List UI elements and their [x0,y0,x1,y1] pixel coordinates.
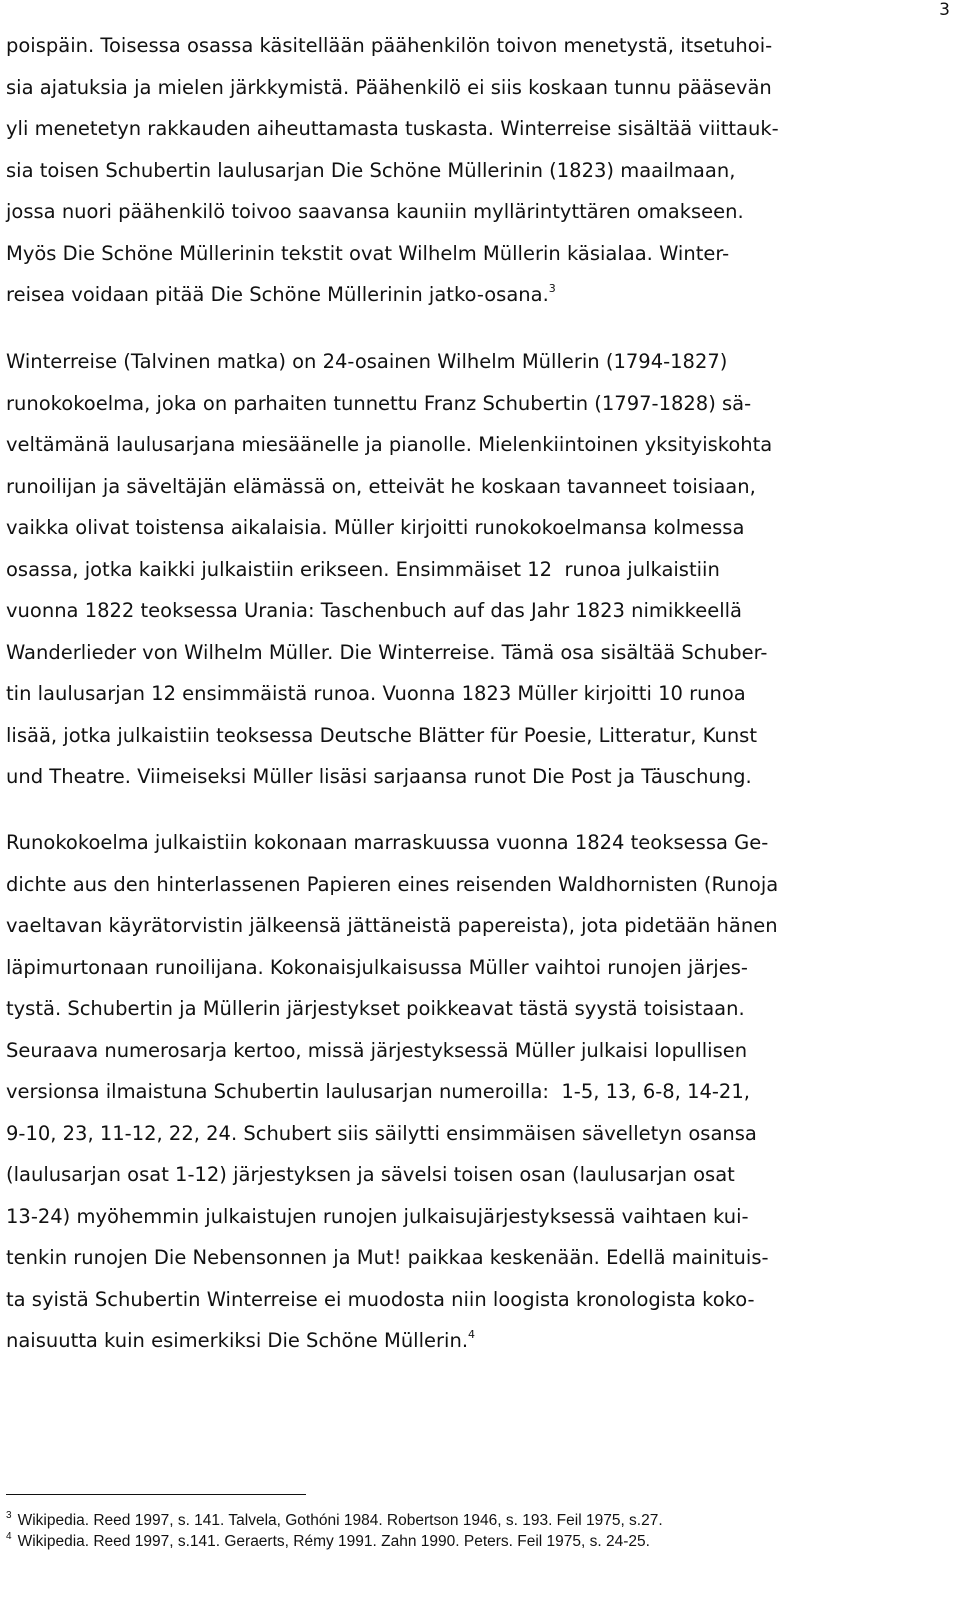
footnote [6,1510,663,1531]
text-line: veltämänä laulusarjana miesäänelle ja pianolle. Mielenkiintoinen yksityiskohta [6,433,773,456]
text-line: und Theatre. Viimeiseksi Müller lisäsi sarjaansa runot Die Post ja Täuschung. [6,765,752,788]
text-line: sia toisen Schubertin laulusarjan Die Schöne Müllerinin (1823) maailmaan, [6,158,736,182]
footnote-mark: 3 [6,1510,12,1521]
footnote-text: Wikipedia. Reed 1997, s. 141. Talvela, Gothóni 1984. Robertson 1946, s. 193. Feil 1975, s.27. [17,1512,663,1529]
text-line: läpimurtonaan runoilijana. Kokonaisjulkaisussa Müller vaihtoi runojen järjes- [6,955,748,979]
text-line: tin laulusarjan 12 ensimmäistä runoa. Vuonna 1823 Müller kirjoitti 10 runoa [6,682,746,705]
text-line: reisea voidaan pitää Die Schöne Müllerinin jatko-osana. [6,283,549,306]
text-line: 9-10, 23, 11-12, 22, 24. Schubert siis säilytti ensimmäisen sävelletyn osansa [6,1121,757,1145]
text-line: jossa nuori päähenkilö toivoo saavansa kauniin myllärintyttären omakseen. [6,200,744,223]
text-line: runokokoelma, joka on parhaiten tunnettu Franz Schubertin (1797-1828) sä- [6,391,752,415]
footnotes [6,1510,663,1552]
text-line-with-footnote-ref [6,274,950,316]
text-line: ta syistä Schubertin Winterreise ei muodosta niin loogista kronologista koko- [6,1287,755,1311]
text-line: vaeltavan käyrätorvistin jälkeensä jättäneistä papereista), jota pidetään hänen [6,914,778,937]
text-line: runoilijan ja säveltäjän elämässä on, etteivät he koskaan tavanneet toisiaan, [6,474,756,498]
text-line: (laulusarjan osat 1-12) järjestyksen ja sävelsi toisen osan (laulusarjan osat [6,1163,735,1186]
text-line: naisuutta kuin esimerkiksi Die Schöne Müllerin. [6,1329,469,1352]
text-line: poispäin. Toisessa osassa käsitellään päähenkilön toivon menetystä, itsetuhoi- [6,34,773,57]
text-line: versionsa ilmaistuna Schubertin laulusarjan numeroilla: 1-5, 13, 6-8, 14-21, [6,1080,750,1103]
text-line: Wanderlieder von Wilhelm Müller. Die Winterreise. Tämä osa sisältää Schuber- [6,640,768,664]
footnote-divider [6,1494,306,1495]
footnote-text: Wikipedia. Reed 1997, s.141. Geraerts, Rémy 1991. Zahn 1990. Peters. Feil 1975, s. 24-25. [17,1533,650,1550]
footnote-reference: 3 [548,282,556,295]
text-line: tenkin runojen Die Nebensonnen ja Mut! paikkaa keskenään. Edellä mainituis- [6,1246,769,1269]
page-number: 3 [939,0,950,20]
text-line: Runokokoelma julkaistiin kokonaan marraskuussa vuonna 1824 teoksessa Ge- [6,831,769,854]
text-line: dichte aus den hinterlassenen Papieren eines reisenden Waldhornisten (Runoja [6,872,779,896]
text-line: osassa, jotka kaikki julkaistiin erikseen. Ensimmäiset 12 runoa julkaistiin [6,557,720,581]
text-line: Winterreise (Talvinen matka) on 24-osainen Wilhelm Müllerin (1794-1827) [6,350,728,373]
paragraph-3 [6,822,950,1362]
text-line: 13-24) myöhemmin julkaistujen runojen julkaisujärjestyksessä vaihtaen kui- [6,1204,749,1228]
footnote-reference: 4 [468,1328,476,1341]
text-line: tystä. Schubertin ja Müllerin järjestykset poikkeavat tästä syystä toisistaan. [6,997,745,1020]
text-line: vaikka olivat toistensa aikalaisia. Müller kirjoitti runokokoelmansa kolmessa [6,516,745,539]
paragraph-2 [6,341,950,798]
paragraph-1 [6,25,950,316]
footnote-mark: 4 [6,1531,12,1542]
text-line: vuonna 1822 teoksessa Urania: Taschenbuch auf das Jahr 1823 nimikkeellä [6,599,743,622]
footnote [6,1531,663,1552]
text-line: sia ajatuksia ja mielen järkkymistä. Päähenkilö ei siis koskaan tunnu pääsevän [6,75,772,99]
text-line: yli menetetyn rakkauden aiheuttamasta tuskasta. Winterreise sisältää viittauk- [6,117,779,140]
text-line: Seuraava numerosarja kertoo, missä järjestyksessä Müller julkaisi lopullisen [6,1038,748,1062]
text-line: Myös Die Schöne Müllerinin tekstit ovat Wilhelm Müllerin käsialaa. Winter- [6,241,730,265]
text-line: lisää, jotka julkaistiin teoksessa Deutsche Blätter für Poesie, Litteratur, Kunst [6,723,757,747]
text-line-with-footnote-ref [6,1320,950,1362]
